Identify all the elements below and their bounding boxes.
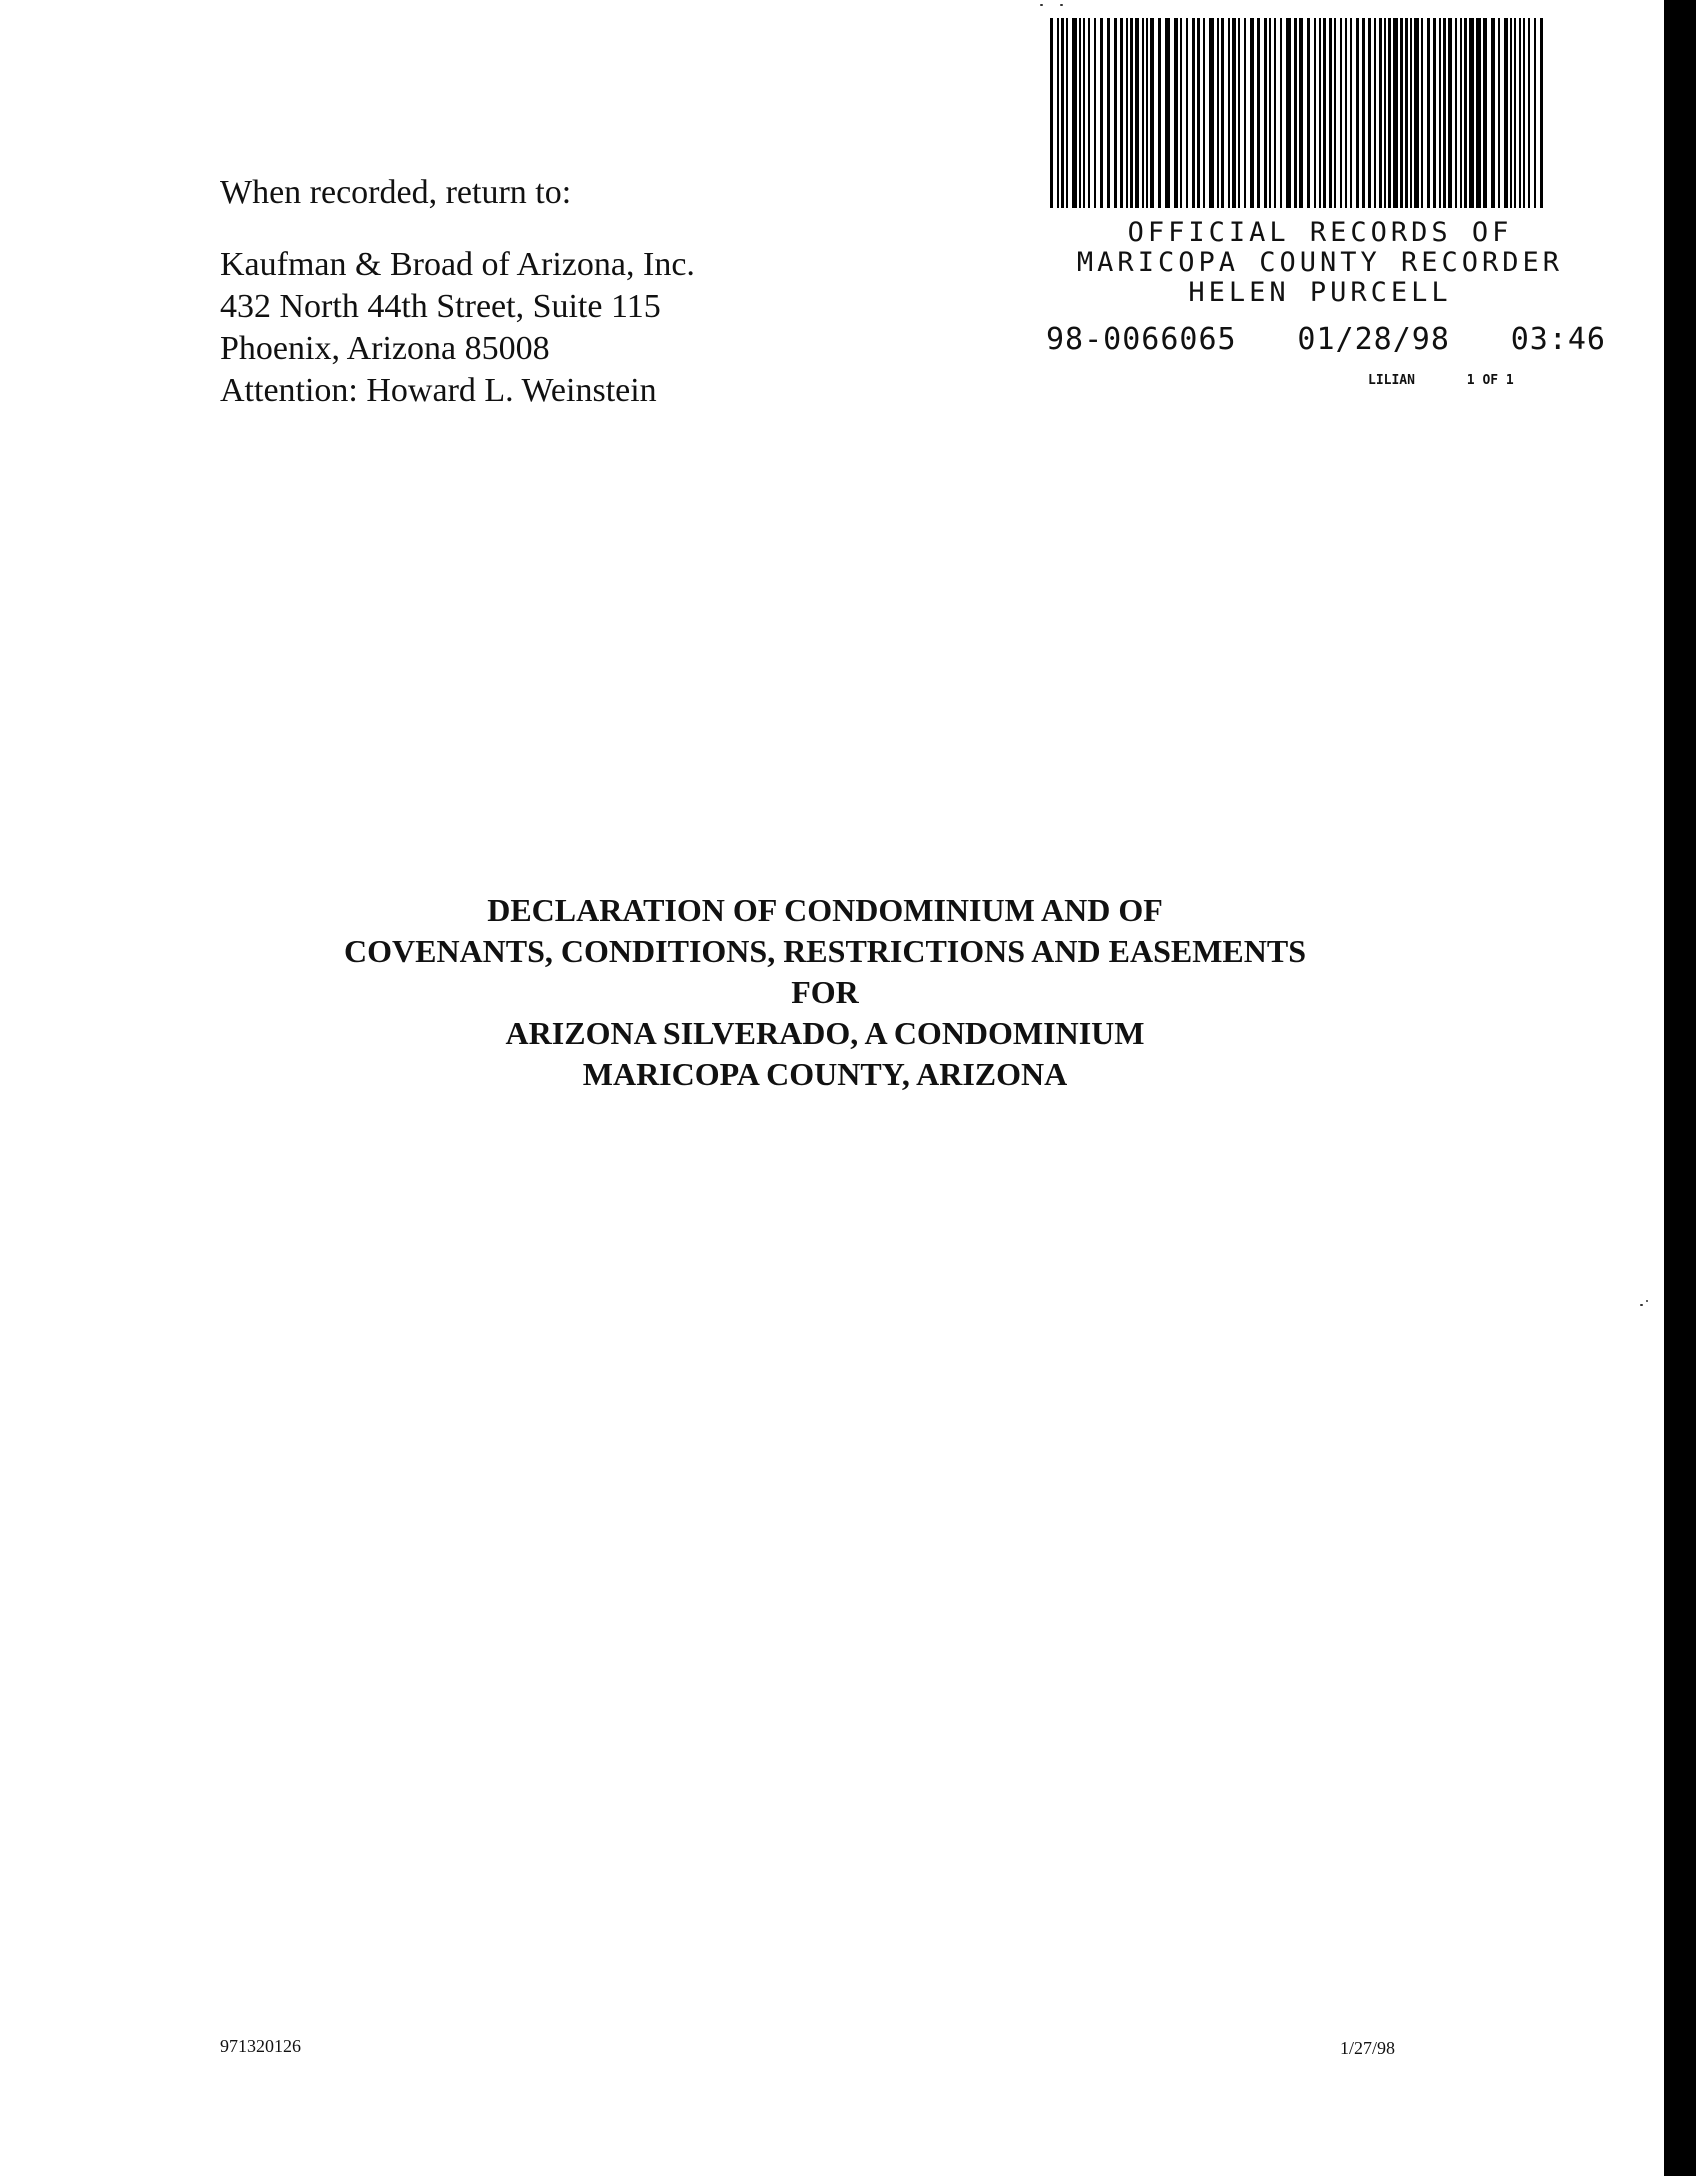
barcode-bar [1135, 18, 1139, 208]
barcode-bar [1079, 18, 1081, 208]
document-number: 98-0066065 [1046, 322, 1237, 357]
barcode-bar [1158, 18, 1161, 208]
barcode-bar [1238, 18, 1240, 208]
barcode-bar [1464, 18, 1467, 208]
barcode-bar [1448, 18, 1452, 208]
barcode-bar [1094, 18, 1096, 208]
return-attention: Attention: Howard L. Weinstein [220, 372, 657, 409]
barcode-bar [1120, 18, 1123, 208]
barcode-bar [1228, 18, 1230, 208]
barcode-bar [1088, 18, 1090, 208]
barcode-bar [1393, 18, 1398, 208]
barcode-bar [1232, 18, 1236, 208]
recording-date: 01/28/98 [1297, 322, 1450, 357]
title-line-1: DECLARATION OF CONDOMINIUM AND OF [487, 892, 1163, 928]
barcode-bar [1323, 18, 1326, 208]
barcode-bar [1250, 18, 1254, 208]
barcode-bar [1217, 18, 1219, 208]
footer-date: 1/27/98 [1340, 2038, 1396, 2058]
barcode-bar [1061, 18, 1064, 208]
barcode-bar [1280, 18, 1282, 208]
barcode-bar [1126, 18, 1128, 208]
barcode-bar [1528, 18, 1530, 208]
barcode-bar [1180, 18, 1182, 208]
scan-edge [1664, 0, 1696, 2176]
recorder-line-county: MARICOPA COUNTY RECORDER [1076, 247, 1564, 278]
barcode-bar [1269, 18, 1271, 208]
barcode-bar [1174, 18, 1178, 208]
barcode-bar [1427, 18, 1430, 208]
barcode-bar [1050, 18, 1053, 208]
barcode-bar [1514, 18, 1516, 208]
barcode-bar [1362, 18, 1365, 208]
recorder-stamp [1040, 18, 1606, 388]
return-company: Kaufman & Broad of Arizona, Inc. [220, 246, 695, 283]
barcode-bar [1286, 18, 1291, 208]
barcode-bar [1491, 18, 1495, 208]
barcode-bar [1307, 18, 1310, 208]
scan-speck [1646, 1300, 1648, 1302]
barcode-bar [1130, 18, 1133, 208]
barcode-bar [1146, 18, 1148, 208]
barcode-bar [1319, 18, 1321, 208]
barcode-bar [1142, 18, 1144, 208]
barcode-bar [1345, 18, 1347, 208]
barcode-bar [1523, 18, 1525, 208]
recording-time: 03:46 [1510, 322, 1606, 357]
barcode-bar [1476, 18, 1481, 208]
return-label: When recorded, return to: [220, 174, 572, 211]
barcode-bar [1209, 18, 1214, 208]
barcode-bar [1483, 18, 1487, 208]
barcode-bar [1244, 18, 1246, 208]
barcode-bar [1410, 18, 1412, 208]
barcode-bar [1340, 18, 1342, 208]
recorder-line-name: HELEN PURCELL [1188, 277, 1452, 308]
barcode-bar [1072, 18, 1077, 208]
scan-speck [1040, 4, 1043, 6]
recording-clerk-info [1368, 373, 1600, 388]
barcode-bar [1221, 18, 1224, 208]
barcode-bar [1274, 18, 1276, 208]
barcode-bar [1264, 18, 1267, 208]
title-line-5: MARICOPA COUNTY, ARIZONA [582, 1056, 1068, 1092]
barcode-bar [1498, 18, 1500, 208]
barcode-bar [1368, 18, 1371, 208]
recorder-office [1060, 218, 1580, 308]
barcode-bar [1314, 18, 1316, 208]
barcode-bar [1186, 18, 1188, 208]
barcode [1050, 18, 1550, 208]
barcode-bar [1400, 18, 1403, 208]
barcode-bar [1510, 18, 1512, 208]
footer-doc-id: 971320126 [220, 2036, 301, 2056]
barcode-bar [1405, 18, 1408, 208]
barcode-bar [1443, 18, 1446, 208]
title-line-2: COVENANTS, CONDITIONS, RESTRICTIONS AND EASEMENTS [344, 933, 1306, 969]
barcode-bar [1519, 18, 1521, 208]
clerk-name: LILIAN [1368, 373, 1415, 388]
barcode-bar [1294, 18, 1297, 208]
recording-info [1046, 322, 1606, 357]
barcode-bar [1257, 18, 1260, 208]
title-line-4: ARIZONA SILVERADO, A CONDOMINIUM [505, 1015, 1145, 1051]
barcode-bar [1165, 18, 1170, 208]
barcode-bar [1066, 18, 1068, 208]
barcode-bar [1203, 18, 1205, 208]
barcode-bar [1192, 18, 1195, 208]
page-count: 1 OF 1 [1466, 373, 1514, 388]
barcode-bar [1504, 18, 1508, 208]
scan-speck [1060, 4, 1063, 6]
barcode-bar [1083, 18, 1085, 208]
barcode-bar [1433, 18, 1436, 208]
document-title [0, 890, 1650, 1095]
barcode-bar [1334, 18, 1336, 208]
barcode-bar [1100, 18, 1103, 208]
barcode-bar [1107, 18, 1110, 208]
return-address-block [220, 172, 840, 412]
barcode-bar [1384, 18, 1386, 208]
recorder-line-official: OFFICIAL RECORDS OF [1127, 217, 1513, 248]
barcode-bar [1455, 18, 1457, 208]
barcode-bar [1388, 18, 1391, 208]
barcode-bar [1350, 18, 1352, 208]
barcode-bar [1374, 18, 1376, 208]
barcode-bar [1439, 18, 1441, 208]
barcode-bar [1057, 18, 1059, 208]
barcode-bar [1114, 18, 1117, 208]
barcode-bar [1379, 18, 1382, 208]
barcode-bar [1540, 18, 1543, 208]
barcode-bar [1534, 18, 1536, 208]
barcode-bar [1299, 18, 1303, 208]
return-city: Phoenix, Arizona 85008 [220, 330, 550, 367]
barcode-bar [1329, 18, 1332, 208]
barcode-bar [1356, 18, 1359, 208]
barcode-bar [1414, 18, 1419, 208]
title-line-3: FOR [791, 974, 859, 1010]
scan-speck [1640, 1304, 1643, 1306]
barcode-bar [1460, 18, 1462, 208]
barcode-bar [1421, 18, 1423, 208]
return-street: 432 North 44th Street, Suite 115 [220, 288, 661, 325]
barcode-bar [1197, 18, 1200, 208]
barcode-bar [1469, 18, 1474, 208]
barcode-bar [1150, 18, 1154, 208]
